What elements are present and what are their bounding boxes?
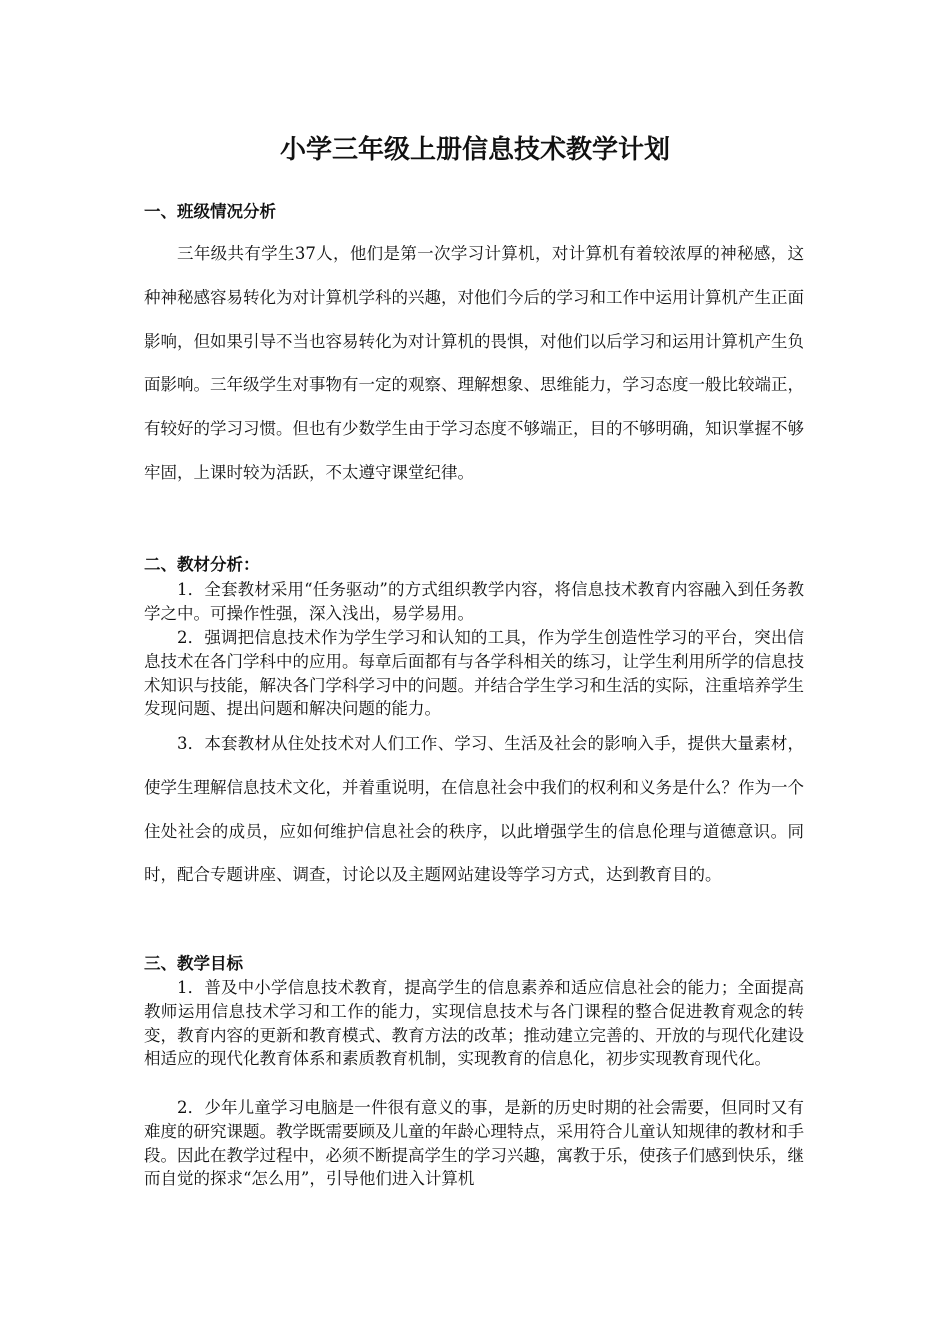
section-heading-textbook-analysis: 二、教材分析： bbox=[144, 555, 260, 574]
document-title: 小学三年级上册信息技术教学计划 bbox=[279, 135, 670, 165]
section-heading-teaching-goals: 三、教学目标 bbox=[144, 954, 243, 973]
paragraph-textbook-point-1: 1．全套教材采用“任务驱动”的方式组织教学内容，将信息技术教育内容融入到任务教学之中。可操作性强，深入浅出，易学易用。 bbox=[144, 580, 804, 623]
paragraph-goal-1: 1．普及中小学信息技术教育，提高学生的信息素养和适应信息社会的能力；全面提高教师运用信息技术学习和工作的能力，实现信息技术与各门课程的整合促进教育观念的转变，教育内容的更新和教育模式、教育方法的改革；推动建立完善的、开放的与现代化建设相适应的现代化教育体系和素质教育机制，实现教育的信息化，初步实现教育现代化。 bbox=[144, 978, 804, 1069]
paragraph-textbook-point-2: 2．强调把信息技术作为学生学习和认知的工具，作为学生创造性学习的平台，突出信息技术在各门学科中的应用。每章后面都有与各学科相关的练习，让学生利用所学的信息技术知识与技能，解决各门学科学习中的问题。并结合学生学习和生活的实际，注重培养学生发现问题、提出问题和解决问题的能力。 bbox=[144, 628, 804, 719]
paragraph-goal-2: 2．少年儿童学习电脑是一件很有意义的事，是新的历史时期的社会需要，但同时又有难度的研究课题。教学既需要顾及儿童的年龄心理特点，采用符合儿童认知规律的教材和手段。因此在教学过程中，必须不断提高学生的学习兴趣，寓教于乐，使孩子们感到快乐，继而自觉的探求“怎么用”，引导他们进入计算机 bbox=[144, 1098, 804, 1189]
paragraph-textbook-point-3: 3．本套教材从住处技术对人们工作、学习、生活及社会的影响入手，提供大量素材，使学生理解信息技术文化，并着重说明，在信息社会中我们的权利和义务是什么？作为一个住处社会的成员，应如何维护信息社会的秩序，以此增强学生的信息伦理与道德意识。同时，配合专题讲座、调查，讨论以及主题网站建设等学习方式，达到教育目的。 bbox=[144, 734, 804, 885]
section-heading-class-analysis: 一、班级情况分析 bbox=[144, 202, 276, 221]
paragraph-class-analysis: 三年级共有学生37人，他们是第一次学习计算机，对计算机有着较浓厚的神秘感，这种神秘感容易转化为对计算机学科的兴趣，对他们今后的学习和工作中运用计算机产生正面影响，但如果引导不当也容易转化为对计算机的畏惧，对他们以后学习和运用计算机产生负面影响。三年级学生对事物有一定的观察、理解想象、思维能力，学习态度一般比较端正，有较好的学习习惯。但也有少数学生由于学习态度不够端正，目的不够明确，知识掌握不够牢固，上课时较为活跃，不太遵守课堂纪律。 bbox=[144, 244, 804, 482]
